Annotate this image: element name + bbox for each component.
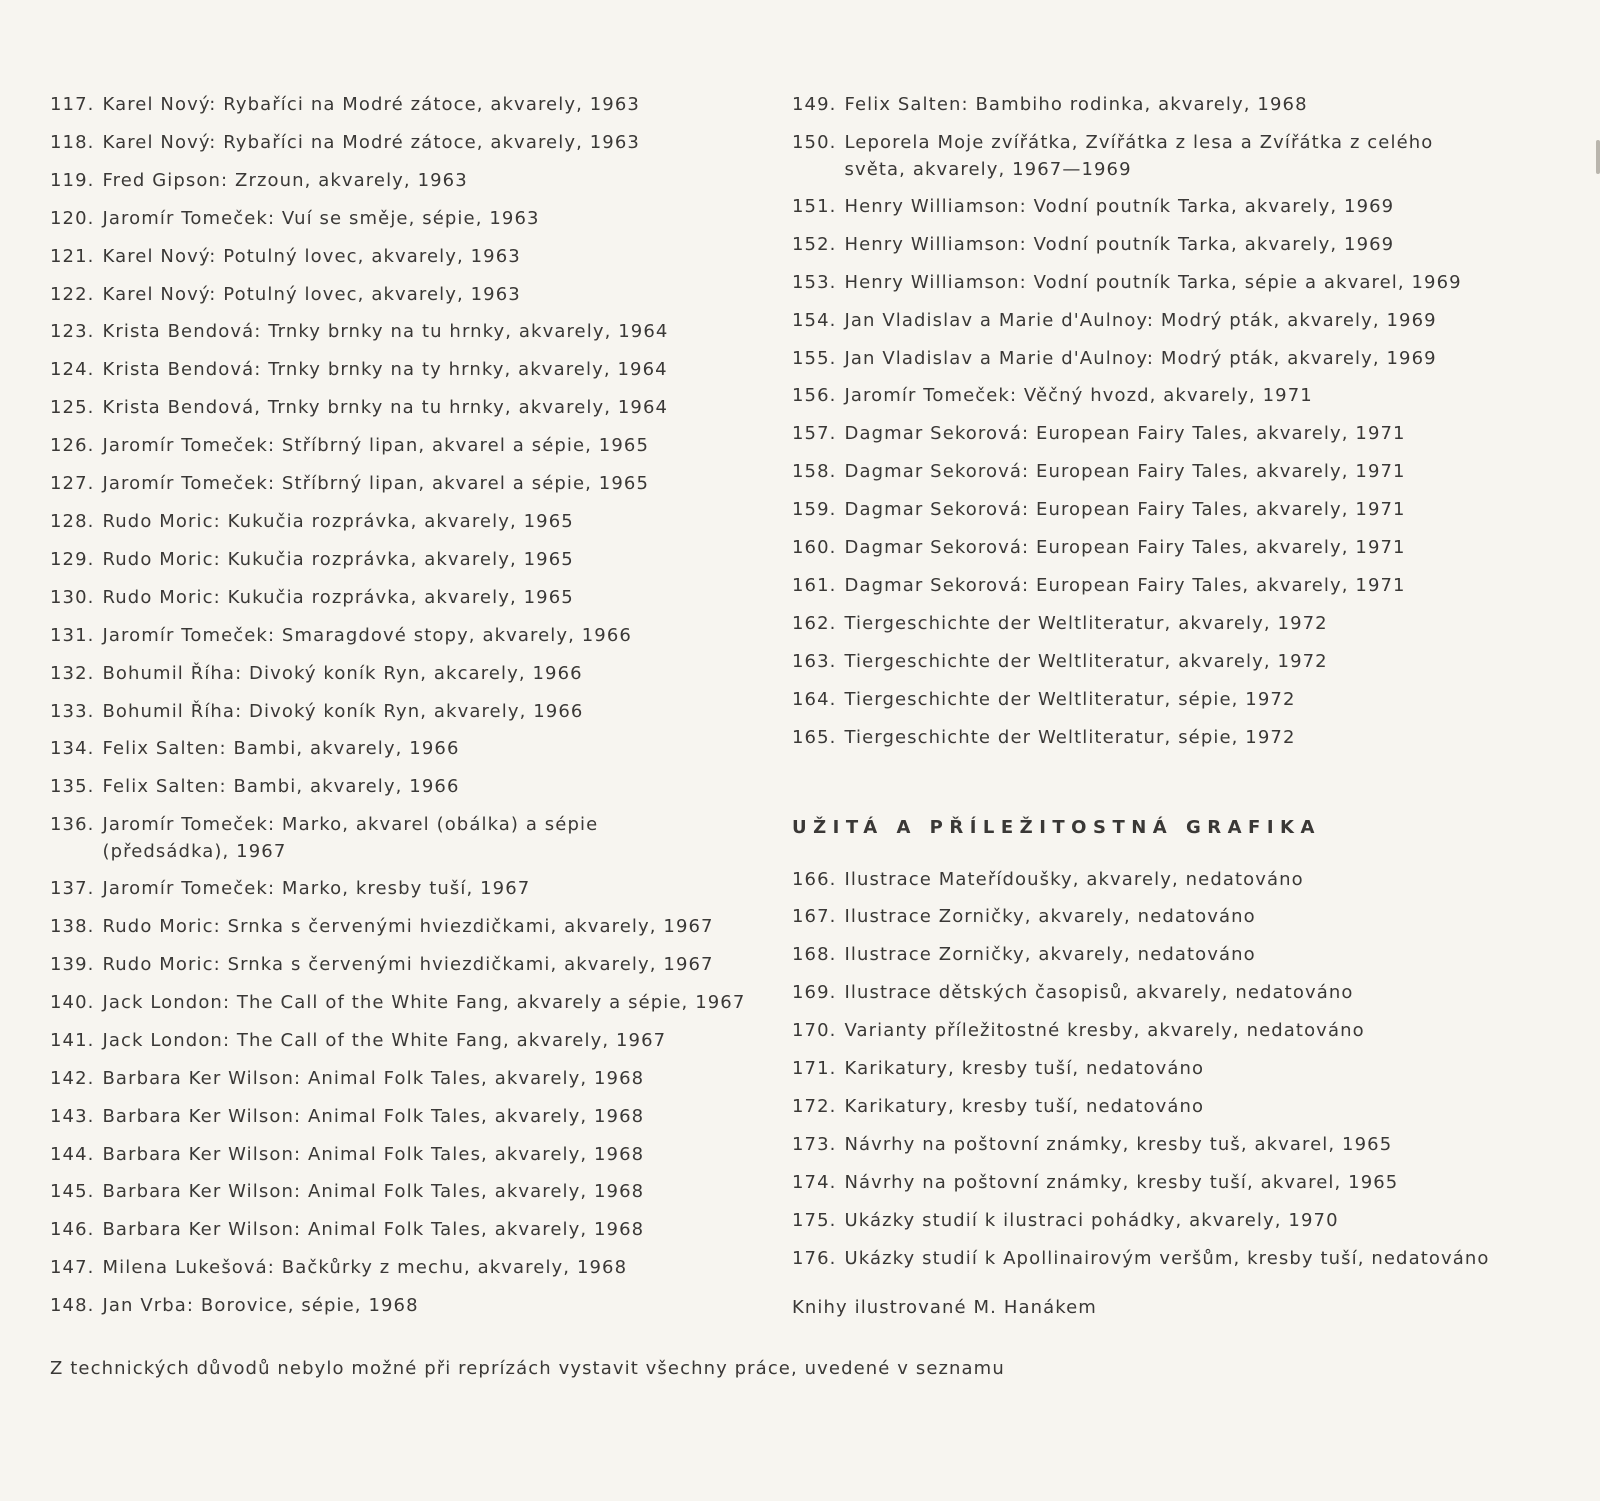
item-text: Karel Nový: Potulný lovec, akvarely, 1963 [102, 245, 521, 267]
item-number: 171. [792, 1058, 837, 1080]
list-item [792, 264, 1582, 302]
list-item [50, 1060, 750, 1098]
item-number: 156. [792, 385, 837, 407]
item-number: 127. [50, 473, 95, 495]
item-text: Jaromír Tomeček: Stříbrný lipan, akvarel a sépie, 1965 [102, 435, 650, 457]
item-number: 124. [50, 359, 95, 381]
item-text: Felix Salten: Bambi, akvarely, 1966 [102, 776, 460, 798]
item-number: 121. [50, 245, 95, 267]
item-number: 150. [792, 131, 837, 153]
list-item [50, 946, 750, 984]
item-text: Dagmar Sekorová: European Fairy Tales, akvarely, 1971 [844, 537, 1406, 559]
list-item [792, 974, 1582, 1012]
item-text: Leporela Moje zvířátka, Zvířátka z lesa a Zvířátka z celého světa, akvarely, 1967—1969 [844, 131, 1434, 180]
list-item [50, 238, 750, 276]
list-item [792, 1012, 1582, 1050]
item-number: 140. [50, 991, 95, 1013]
item-number: 134. [50, 738, 95, 760]
list-item [792, 124, 1582, 188]
list-item [50, 617, 750, 655]
item-number: 142. [50, 1067, 95, 1089]
item-text: Krista Bendová: Trnky brnky na ty hrnky, akvarely, 1964 [102, 359, 668, 381]
item-text: Barbara Ker Wilson: Animal Folk Tales, akvarely, 1968 [102, 1219, 645, 1241]
list-item [50, 200, 750, 238]
item-text: Henry Williamson: Vodní poutník Tarka, akvarely, 1969 [844, 233, 1395, 255]
item-number: 155. [792, 347, 837, 369]
item-text: Karel Nový: Rybaříci na Modré zátoce, akvarely, 1963 [102, 94, 640, 115]
list-item [50, 276, 750, 314]
item-text: Krista Bendová: Trnky brnky na tu hrnky, akvarely, 1964 [102, 321, 669, 343]
list-item [50, 1098, 750, 1136]
item-text: Ukázky studií k Apollinairovým veršům, kresby tuší, nedatováno [844, 1247, 1490, 1269]
list-item [792, 719, 1582, 757]
list-item [50, 1022, 750, 1060]
item-number: 137. [50, 878, 95, 900]
item-number: 175. [792, 1209, 837, 1231]
item-number: 120. [50, 207, 95, 229]
list-item [50, 1211, 750, 1249]
list-item [50, 984, 750, 1022]
item-number: 147. [50, 1257, 95, 1279]
list-item [792, 302, 1582, 340]
item-number: 170. [792, 1020, 837, 1042]
list-item [792, 188, 1582, 226]
list-item [792, 415, 1582, 453]
list-item [792, 936, 1582, 974]
item-number: 136. [50, 814, 95, 836]
item-text: Rudo Moric: Srnka s červenými hviezdičkami, akvarely, 1967 [102, 954, 714, 976]
footnote: Z technických důvodů nebylo možné při reprízách vystavit všechny práce, uvedené v seznamu [50, 1358, 1005, 1379]
item-text: Jan Vladislav a Marie d'Aulnoy: Modrý pták, akvarely, 1969 [844, 347, 1437, 369]
item-text: Karel Nový: Potulný lovec, akvarely, 1963 [102, 283, 521, 305]
list-item [792, 529, 1582, 567]
item-number: 138. [50, 916, 95, 938]
item-number: 172. [792, 1095, 837, 1117]
item-text: Jaromír Tomeček: Vuí se směje, sépie, 1963 [102, 207, 540, 229]
item-number: 133. [50, 700, 95, 722]
list-item [792, 377, 1582, 415]
item-text: Dagmar Sekorová: European Fairy Tales, akvarely, 1971 [844, 499, 1406, 521]
item-text: Barbara Ker Wilson: Animal Folk Tales, akvarely, 1968 [102, 1067, 645, 1089]
item-number: 143. [50, 1105, 95, 1127]
list-item [792, 567, 1582, 605]
item-text: Karikatury, kresby tuší, nedatováno [844, 1095, 1205, 1117]
item-number: 125. [50, 397, 95, 419]
list-item [792, 1164, 1582, 1202]
item-text: Felix Salten: Bambi, akvarely, 1966 [102, 738, 460, 760]
left-column [50, 86, 750, 1325]
list-item [792, 643, 1582, 681]
item-text: Dagmar Sekorová: European Fairy Tales, akvarely, 1971 [844, 461, 1406, 483]
item-number: 132. [50, 662, 95, 684]
item-text: Barbara Ker Wilson: Animal Folk Tales, akvarely, 1968 [102, 1181, 645, 1203]
item-text: Tiergeschichte der Weltliteratur, akvarely, 1972 [844, 612, 1328, 634]
item-text: Jack London: The Call of the White Fang, akvarely, 1967 [102, 1029, 667, 1051]
closing-note: Knihy ilustrované M. Hanákem [792, 1297, 1097, 1319]
item-number: 165. [792, 726, 837, 748]
item-text: Karel Nový: Rybaříci na Modré zátoce, akvarely, 1963 [102, 131, 640, 153]
list-item [792, 1202, 1582, 1240]
right-column [792, 86, 1582, 1327]
list-item [792, 1126, 1582, 1164]
item-number: 128. [50, 510, 95, 532]
item-text: Jaromír Tomeček: Smaragdové stopy, akvarely, 1966 [102, 624, 632, 646]
item-text: Tiergeschichte der Weltliteratur, sépie, 1972 [844, 726, 1296, 748]
item-text: Krista Bendová, Trnky brnky na tu hrnky, akvarely, 1964 [102, 397, 669, 419]
item-text: Bohumil Říha: Divoký koník Ryn, akvarely, 1966 [102, 700, 584, 722]
list-item [50, 124, 750, 162]
item-number: 149. [792, 94, 837, 115]
list-item [50, 1287, 750, 1325]
list-item [50, 162, 750, 200]
item-number: 166. [792, 868, 837, 890]
item-number: 161. [792, 574, 837, 596]
item-text: Dagmar Sekorová: European Fairy Tales, akvarely, 1971 [844, 423, 1406, 445]
item-number: 163. [792, 650, 837, 672]
item-text: Henry Williamson: Vodní poutník Tarka, akvarely, 1969 [844, 195, 1395, 217]
item-text: Barbara Ker Wilson: Animal Folk Tales, akvarely, 1968 [102, 1105, 645, 1127]
list-item [792, 340, 1582, 378]
list-item [50, 908, 750, 946]
list-item [792, 491, 1582, 529]
item-number: 135. [50, 776, 95, 798]
item-number: 174. [792, 1171, 837, 1193]
item-text: Ilustrace Zorničky, akvarely, nedatováno [844, 906, 1256, 928]
item-text: Barbara Ker Wilson: Animal Folk Tales, akvarely, 1968 [102, 1143, 645, 1165]
list-item [50, 86, 750, 124]
item-text: Rudo Moric: Kukučia rozprávka, akvarely, 1965 [102, 510, 574, 532]
item-number: 176. [792, 1247, 837, 1269]
list-item [792, 681, 1582, 719]
item-text: Bohumil Říha: Divoký koník Ryn, akcarely, 1966 [102, 662, 583, 684]
list-item [792, 1240, 1582, 1278]
item-text: Rudo Moric: Srnka s červenými hviezdičkami, akvarely, 1967 [102, 916, 714, 938]
item-number: 167. [792, 906, 837, 928]
item-text: Jan Vladislav a Marie d'Aulnoy: Modrý pták, akvarely, 1969 [844, 309, 1437, 331]
list-item [50, 1249, 750, 1287]
list-item [50, 1136, 750, 1174]
item-text: Karikatury, kresby tuší, nedatováno [844, 1058, 1205, 1080]
item-number: 141. [50, 1029, 95, 1051]
list-item [792, 86, 1582, 124]
list-item [50, 870, 750, 908]
item-text: Tiergeschichte der Weltliteratur, akvarely, 1972 [844, 650, 1328, 672]
section-heading: UŽITÁ A PŘÍLEŽITOSTNÁ GRAFIKA [792, 816, 1321, 838]
list-item [792, 226, 1582, 264]
item-text: Rudo Moric: Kukučia rozprávka, akvarely, 1965 [102, 548, 574, 570]
item-number: 145. [50, 1181, 95, 1203]
item-number: 123. [50, 321, 95, 343]
item-text: Ukázky studií k ilustraci pohádky, akvarely, 1970 [844, 1209, 1339, 1231]
item-text: Varianty příležitostné kresby, akvarely, nedatováno [844, 1020, 1365, 1042]
item-number: 164. [792, 688, 837, 710]
list-item [50, 806, 650, 870]
item-number: 129. [50, 548, 95, 570]
list-item [50, 1173, 750, 1211]
item-number: 173. [792, 1133, 837, 1155]
item-number: 160. [792, 537, 837, 559]
item-text: Ilustrace dětských časopisů, akvarely, nedatováno [844, 982, 1354, 1004]
item-number: 146. [50, 1219, 95, 1241]
item-number: 122. [50, 283, 95, 305]
item-number: 148. [50, 1295, 95, 1317]
item-number: 162. [792, 612, 837, 634]
item-text: Jaromír Tomeček: Stříbrný lipan, akvarel a sépie, 1965 [102, 473, 650, 495]
item-number: 159. [792, 499, 837, 521]
item-number: 144. [50, 1143, 95, 1165]
item-number: 153. [792, 271, 837, 293]
item-number: 119. [50, 169, 95, 191]
list-item [792, 898, 1582, 936]
item-number: 157. [792, 423, 837, 445]
item-number: 118. [50, 131, 95, 153]
item-number: 151. [792, 195, 837, 217]
item-text: Jaromír Tomeček: Marko, akvarel (obálka) a sépie (předsádka), 1967 [102, 814, 599, 863]
list-item [50, 693, 750, 731]
item-number: 152. [792, 233, 837, 255]
item-text: Jack London: The Call of the White Fang, akvarely a sépie, 1967 [102, 991, 746, 1013]
list-item [50, 313, 750, 351]
item-text: Fred Gipson: Zrzoun, akvarely, 1963 [102, 169, 468, 191]
item-number: 131. [50, 624, 95, 646]
list-item [792, 453, 1582, 491]
list-item [50, 503, 750, 541]
list-item [50, 768, 750, 806]
item-text: Dagmar Sekorová: European Fairy Tales, akvarely, 1971 [844, 574, 1406, 596]
list-item [50, 351, 750, 389]
item-number: 168. [792, 944, 837, 966]
item-number: 154. [792, 309, 837, 331]
list-item [792, 1050, 1582, 1088]
item-text: Felix Salten: Bambiho rodinka, akvarely, 1968 [844, 94, 1308, 115]
item-text: Návrhy na poštovní známky, kresby tuší, akvarel, 1965 [844, 1171, 1399, 1193]
list-item [792, 1088, 1582, 1126]
item-text: Milena Lukešová: Bačkůrky z mechu, akvarely, 1968 [102, 1257, 628, 1279]
list-item [50, 655, 750, 693]
item-text: Jaromír Tomeček: Věčný hvozd, akvarely, 1971 [844, 385, 1313, 407]
list-item [50, 730, 750, 768]
item-text: Tiergeschichte der Weltliteratur, sépie, 1972 [844, 688, 1296, 710]
page-edge-mark [1596, 140, 1600, 174]
list-item [50, 541, 750, 579]
item-text: Rudo Moric: Kukučia rozprávka, akvarely, 1965 [102, 586, 574, 608]
item-text: Ilustrace Zorničky, akvarely, nedatováno [844, 944, 1256, 966]
list-item [50, 465, 750, 503]
list-item [50, 579, 750, 617]
item-text: Jaromír Tomeček: Marko, kresby tuší, 1967 [102, 878, 531, 900]
list-item [792, 861, 1582, 899]
list-item [50, 427, 750, 465]
item-text: Ilustrace Mateřídoušky, akvarely, nedatováno [844, 868, 1304, 890]
list-item [50, 389, 750, 427]
item-text: Henry Williamson: Vodní poutník Tarka, sépie a akvarel, 1969 [844, 271, 1462, 293]
item-number: 139. [50, 954, 95, 976]
item-text: Jan Vrba: Borovice, sépie, 1968 [102, 1295, 419, 1317]
item-number: 126. [50, 435, 95, 457]
item-text: Návrhy na poštovní známky, kresby tuš, akvarel, 1965 [844, 1133, 1393, 1155]
item-number: 169. [792, 982, 837, 1004]
item-number: 158. [792, 461, 837, 483]
list-item [792, 605, 1582, 643]
item-number: 130. [50, 586, 95, 608]
item-number: 117. [50, 94, 95, 115]
